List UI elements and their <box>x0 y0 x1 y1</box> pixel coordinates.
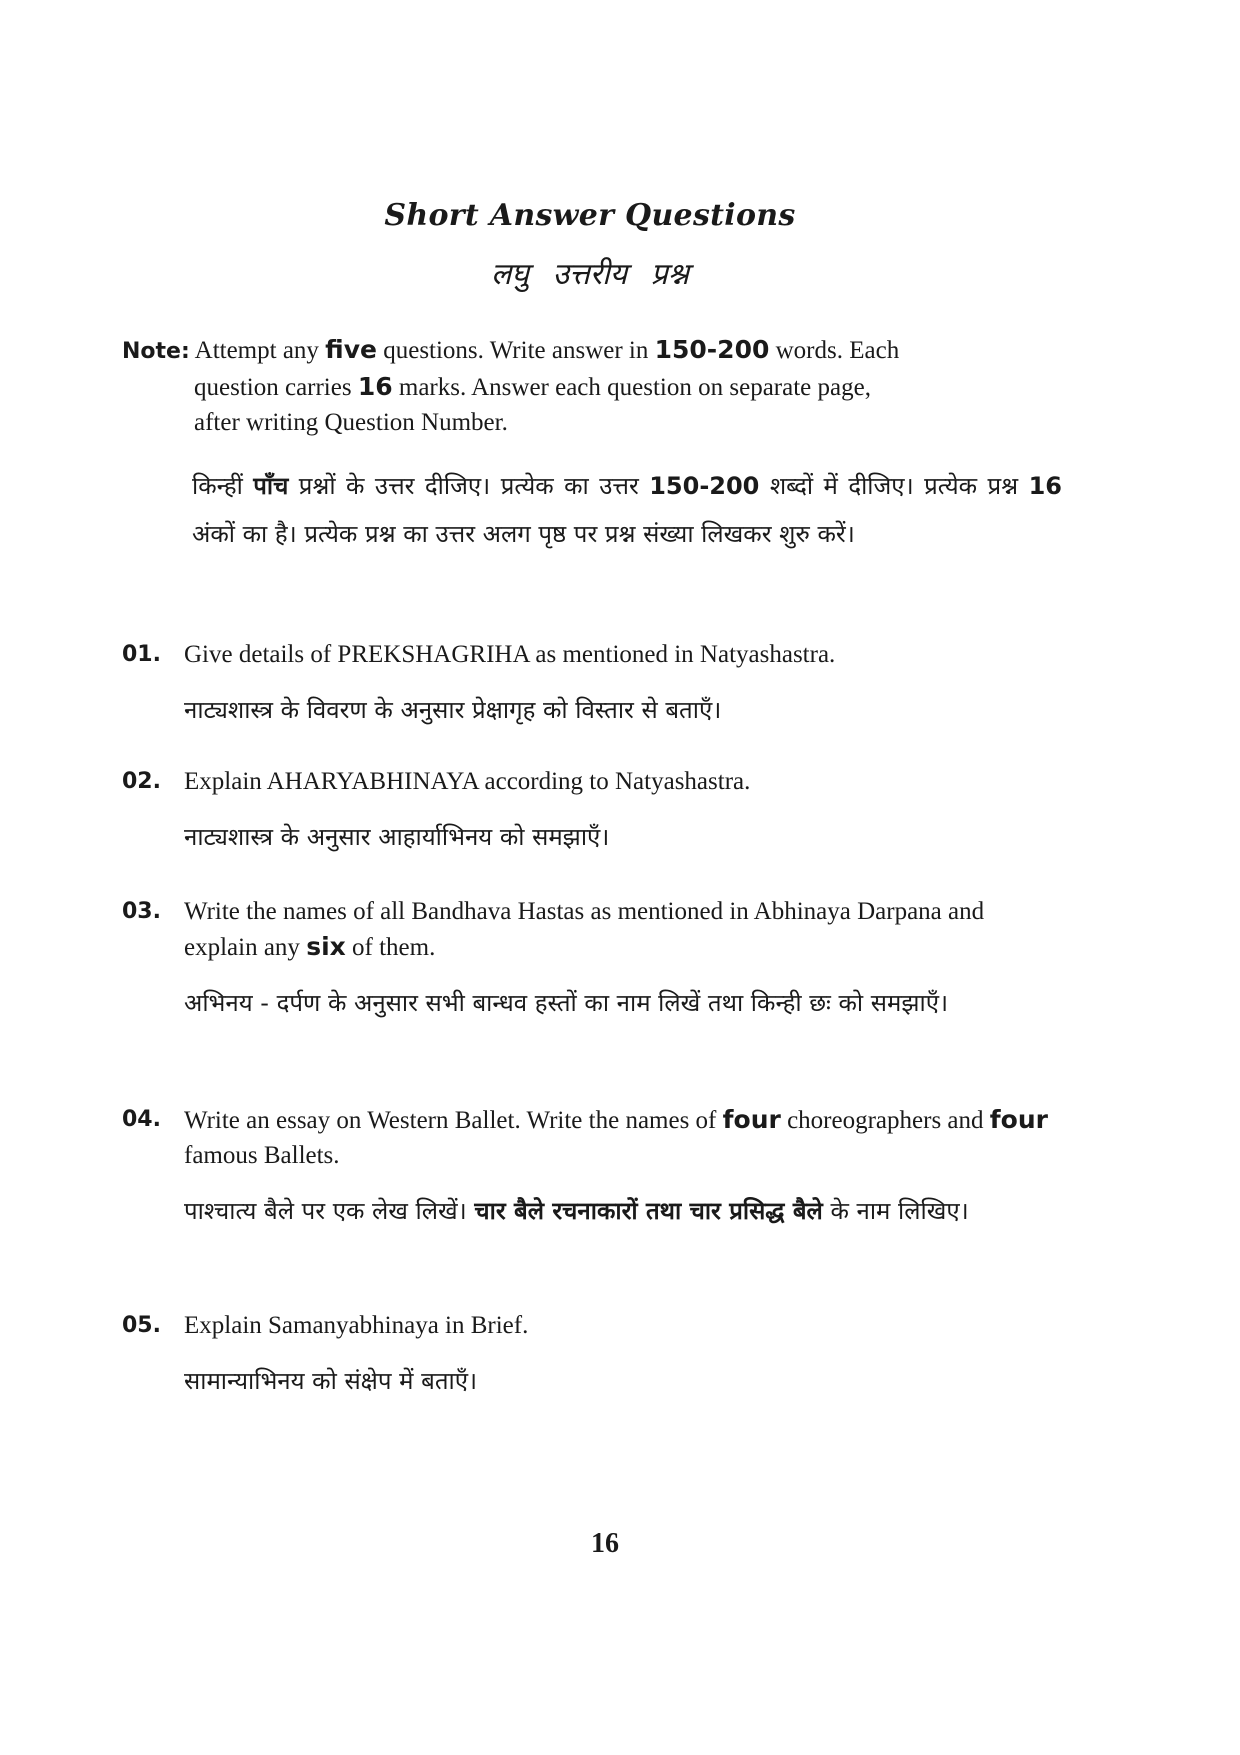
question-number: 01. <box>122 642 161 667</box>
note-five: five <box>325 335 377 364</box>
instructions-note-english <box>122 332 1062 440</box>
question-number: 05. <box>122 1313 161 1338</box>
question-02 <box>122 764 1062 861</box>
note-text-4: question carries <box>194 374 358 401</box>
instructions-note-hindi <box>192 462 1062 558</box>
note-hi-4: अंकों का है। प्रत्येक प्रश्न का उत्तर अलग पृष्ठ पर प्रश्न संख्या लिखकर शुरु करें। <box>192 520 855 548</box>
question-01 <box>122 637 1062 734</box>
q4-text-3: famous Ballets. <box>184 1142 340 1169</box>
note-hi-words: 150-200 <box>649 472 760 500</box>
question-text-english: Give details of PREKSHAGRIHA as mentioned in Natyashastra. <box>184 641 836 668</box>
question-05 <box>122 1308 1062 1405</box>
page-number: 16 <box>591 1528 619 1559</box>
q4-hi-bold: चार बैले रचनाकारों तथा चार प्रसिद्ध बैले <box>474 1197 823 1225</box>
note-text-5: marks. Answer each question on separate page, <box>392 374 871 401</box>
note-hi-3: शब्दों में दीजिए। प्रत्येक प्रश्न <box>759 472 1029 500</box>
question-text-hindi: अभिनय - दर्पण के अनुसार सभी बान्धव हस्तों का नाम लिखें तथा किन्ही छः को समझाएँ। <box>184 989 949 1017</box>
question-text-english <box>184 1102 1062 1173</box>
note-marks: 16 <box>357 372 393 401</box>
note-text-2: questions. Write answer in <box>376 337 655 364</box>
note-words: 150-200 <box>654 335 770 364</box>
note-label: Note: <box>122 339 190 364</box>
q4-hi-2: के नाम लिखिए। <box>822 1197 969 1225</box>
note-hi-five: पाँच <box>253 472 289 500</box>
question-text-hindi: सामान्याभिनय को संक्षेप में बताएँ। <box>184 1367 478 1395</box>
q4-text-2: choreographers and <box>780 1107 990 1134</box>
q3-text-1: Write the names of all Bandhava Hastas as mentioned in Abhinaya Darpana and explain any <box>184 898 985 961</box>
note-continuation <box>122 369 1062 440</box>
q4-text-1: Write an essay on Western Ballet. Write the names of <box>184 1107 723 1134</box>
section-title-english: Short Answer Questions <box>384 198 796 233</box>
question-text-hindi: नाट्यशास्त्र के विवरण के अनुसार प्रेक्षागृह को विस्तार से बताएँ। <box>184 696 722 724</box>
q4-four-b: four <box>989 1105 1048 1134</box>
question-number: 04. <box>122 1107 161 1132</box>
q3-six: six <box>306 932 346 961</box>
q3-text-2: of them. <box>345 934 436 961</box>
note-text-1: Attempt any <box>189 337 326 364</box>
question-text-hindi <box>184 1187 1062 1235</box>
question-text-hindi: नाट्यशास्त्र के अनुसार आहार्याभिनय को समझाएँ। <box>184 823 610 851</box>
question-text-english: Explain AHARYABHINAYA according to Natyashastra. <box>184 768 751 795</box>
question-number: 02. <box>122 769 161 794</box>
question-04 <box>122 1102 1062 1235</box>
note-hi-1: किन्हीं <box>192 472 254 500</box>
q4-hi-1: पाश्चात्य बैले पर एक लेख लिखें। <box>184 1197 475 1225</box>
note-text-3: words. Each <box>769 337 900 364</box>
section-title-hindi: लघु उत्तरीय प्रश्न <box>490 257 690 292</box>
note-text-6: after writing Question Number. <box>194 409 508 436</box>
note-hi-marks: 16 <box>1028 472 1063 500</box>
question-03 <box>122 894 1062 1027</box>
question-text-english: Explain Samanyabhinaya in Brief. <box>184 1312 529 1339</box>
note-hi-2: प्रश्नों के उत्तर दीजिए। प्रत्येक का उत्तर <box>288 472 650 500</box>
question-text-english <box>184 894 1062 965</box>
question-number: 03. <box>122 899 161 924</box>
q4-four-a: four <box>722 1105 781 1134</box>
